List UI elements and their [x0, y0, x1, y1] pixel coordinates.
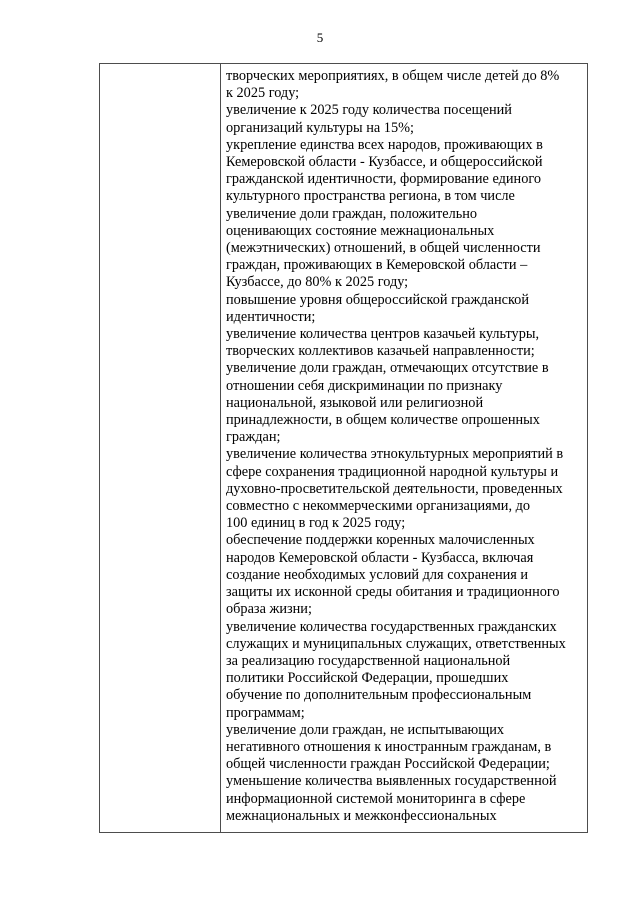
- text-line: программам;: [226, 704, 305, 721]
- text-line: отношении себя дискриминации по признаку: [226, 377, 503, 394]
- document-table: [99, 63, 588, 833]
- text-line: межнациональных и межконфессиональных: [226, 807, 497, 824]
- text-line: служащих и муниципальных служащих, ответственных: [226, 635, 566, 652]
- table-right-cell: [221, 64, 587, 832]
- text-line: за реализацию государственной национальной: [226, 652, 511, 669]
- text-line: увеличение доли граждан, отмечающих отсутствие в: [226, 360, 549, 377]
- text-line: обеспечение поддержки коренных малочисленных: [226, 532, 535, 549]
- text-line: гражданской идентичности, формирование единого: [226, 171, 542, 188]
- text-line: Кузбассе, до 80% к 2025 году;: [226, 274, 409, 291]
- text-line: граждан;: [226, 429, 281, 446]
- text-line: образа жизни;: [226, 601, 312, 618]
- text-line: общей численности граждан Российской Федерации;: [226, 756, 550, 773]
- text-line: творческих мероприятиях, в общем числе детей до 8%: [226, 68, 560, 84]
- text-line: граждан, проживающих в Кемеровской области –: [226, 257, 528, 274]
- text-line: национальной, языковой или религиозной: [226, 394, 484, 411]
- text-line: увеличение доли граждан, положительно: [226, 205, 478, 222]
- text-line: идентичности;: [226, 308, 316, 325]
- text-line: (межэтнических) отношений, в общей численности: [226, 240, 541, 257]
- text-line: защиты их исконной среды обитания и традиционного: [226, 584, 560, 601]
- text-line: оценивающих состояние межнациональных: [226, 222, 495, 239]
- text-line: увеличение доли граждан, не испытывающих: [226, 721, 505, 738]
- text-line: обучение по дополнительным профессиональным: [226, 687, 532, 704]
- text-line: увеличение количества этнокультурных мероприятий в: [226, 446, 564, 463]
- text-line: к 2025 году;: [226, 85, 300, 102]
- text-line: увеличение количества государственных гражданских: [226, 618, 557, 635]
- text-line: совместно с некоммерческими организациями, до: [226, 498, 531, 515]
- text-line: создание необходимых условий для сохранения и: [226, 566, 529, 583]
- text-line: увеличение количества центров казачьей культуры,: [226, 326, 540, 343]
- text-line: народов Кемеровской области - Кузбасса, включая: [226, 549, 534, 566]
- text-line: повышение уровня общероссийской гражданской: [226, 291, 529, 308]
- text-line: негативного отношения к иностранным гражданам, в: [226, 738, 552, 755]
- text-line: сфере сохранения традиционной народной культуры и: [226, 463, 559, 480]
- page-number: 5: [316, 30, 324, 45]
- text-line: творческих коллективов казачьей направленности;: [226, 343, 535, 360]
- text-line: 100 единиц в год к 2025 году;: [226, 515, 406, 532]
- text-line: духовно-просветительской деятельности, проведенных: [226, 480, 563, 497]
- text-line: принадлежности, в общем количестве опрошенных: [226, 412, 540, 429]
- text-line: организаций культуры на 15%;: [226, 119, 414, 136]
- text-line: уменьшение количества выявленных государственной: [226, 773, 557, 790]
- text-line: политики Российской Федерации, прошедших: [226, 670, 509, 687]
- text-line: укрепление единства всех народов, проживающих в: [226, 136, 543, 153]
- text-line: Кемеровской области - Кузбассе, и общероссийской: [226, 154, 543, 171]
- text-line: увеличение к 2025 году количества посещений: [226, 102, 512, 119]
- text-line: информационной системой мониторинга в сфере: [226, 790, 526, 807]
- table-left-cell: [100, 64, 221, 832]
- text-line: культурного пространства региона, в том числе: [226, 188, 515, 205]
